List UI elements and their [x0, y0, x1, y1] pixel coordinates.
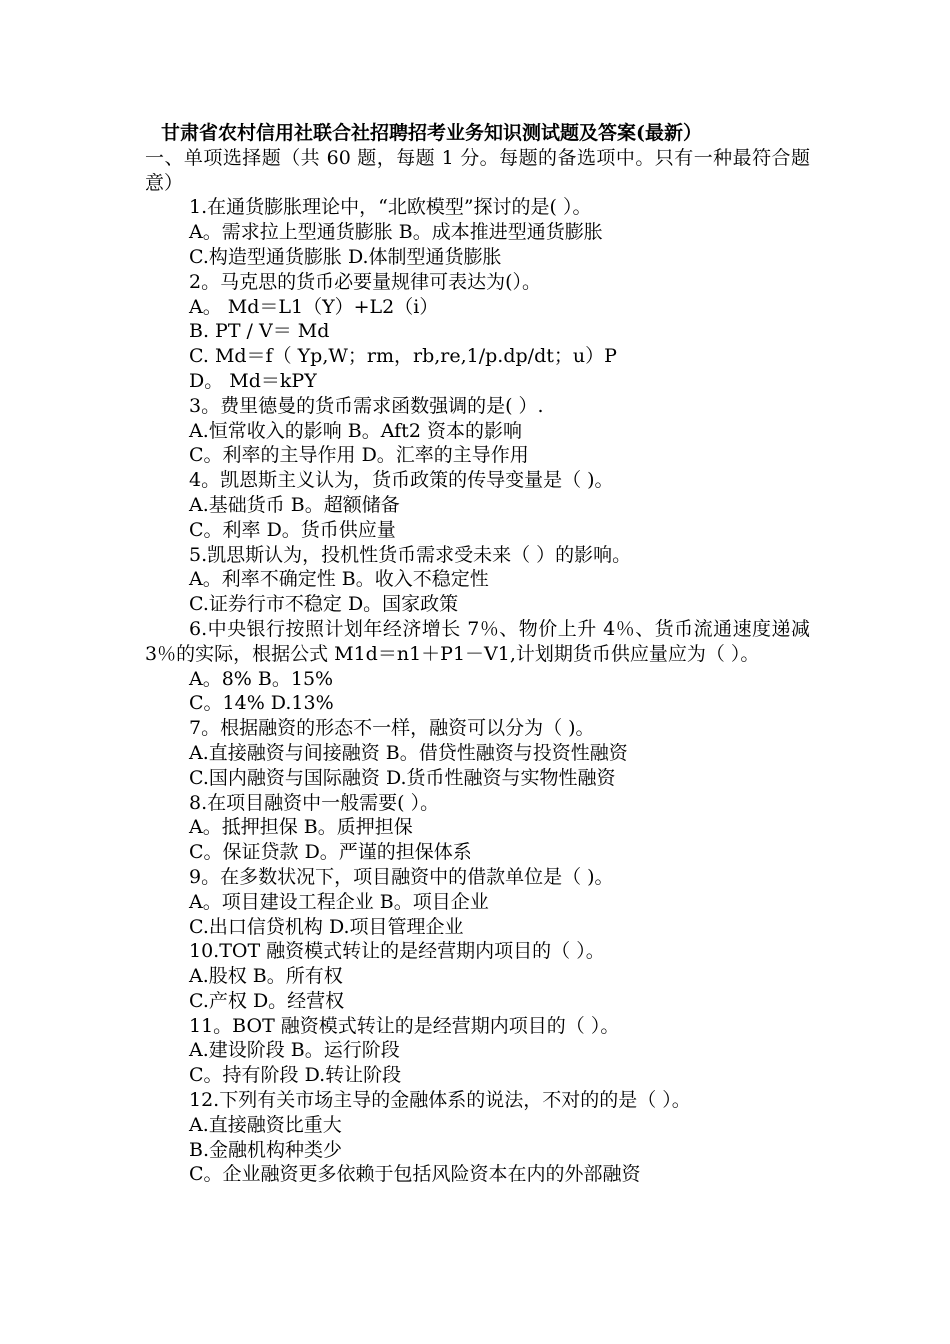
question-option: A.直接融资比重大: [189, 1113, 342, 1136]
question-option: C.国内融资与国际融资 D.货币性融资与实物性融资: [189, 766, 616, 789]
question-option: C.证券行市不稳定 D。国家政策: [189, 593, 459, 616]
question-list: [145, 195, 810, 1187]
question-option: C。持有阶段 D.转让阶段: [189, 1064, 402, 1087]
question-text: 2。马克思的货币必要量规律可表达为(）。: [189, 270, 542, 293]
question-text: 4。凯恩斯主义认为，货币政策的传导变量是（ )。: [189, 469, 614, 492]
question-option: C.出口信贷机构 D.项目管理企业: [189, 915, 464, 938]
question-option: C。利率 D。货币供应量: [189, 518, 396, 541]
question-option: C. Md＝f（ Yp,W；rm，rb,re,1/p.dp/dt；u）P: [189, 345, 617, 368]
question-text: 5.凯思斯认为，投机性货币需求受未来（ ）的影响。: [189, 543, 632, 566]
question-option: C。保证贷款 D。严谨的担保体系: [189, 841, 472, 864]
question-text: 6.中央银行按照计划年经济增长 7％、物价上升 4％、货币流通速度递减 3％的实际，根据公式 M1d＝n1＋P1－V1,计划期货币供应量应为（ ）。: [145, 617, 810, 665]
question-option: B. PT / V＝ Md: [189, 320, 330, 343]
question-option: A.基础货币 B。超额储备: [189, 493, 400, 516]
question-option: B.金融机构种类少: [189, 1138, 343, 1161]
question-option: A.建设阶段 B。运行阶段: [189, 1039, 400, 1062]
question-option: A。8% B。15%: [189, 667, 334, 690]
question-option: A。项目建设工程企业 B。项目企业: [189, 890, 489, 913]
question-option: C.构造型通货膨胀 D.体制型通货膨胀: [189, 245, 502, 268]
question-text: 1.在通货膨胀理论中，“北欧模型”探讨的是( ）。: [189, 196, 592, 219]
section-heading: 一、单项选择题（共 60 题，每题 1 分。每题的备选项中。只有一种最符合题意）: [145, 146, 810, 194]
question-text: 7。根据融资的形态不一样，融资可以分为（ )。: [189, 717, 595, 740]
question-option: A.直接融资与间接融资 B。借贷性融资与投资性融资: [189, 741, 628, 764]
question-option: A。 Md＝L1（Y）+L2（i）: [189, 295, 439, 318]
question-text: 8.在项目融资中一般需要( ）。: [189, 791, 440, 814]
question-text: 12.下列有关市场主导的金融体系的说法，不对的的是（ ）。: [189, 1089, 691, 1112]
question-option: A.股权 B。所有权: [189, 965, 343, 988]
question-option: C。14% D.13%: [189, 692, 334, 715]
question-option: C。利率的主导作用 D。汇率的主导作用: [189, 444, 529, 467]
document-title: 甘肃省农村信用社联合社招聘招考业务知识测试题及答案(最新）: [161, 122, 702, 144]
question-text: 3。费里德曼的货币需求函数强调的是( ）.: [189, 394, 544, 417]
question-option: D。 Md＝kPY: [189, 369, 317, 392]
question-text: 10.TOT 融资模式转让的是经营期内项目的（ ）。: [189, 940, 605, 963]
question-option: C。企业融资更多依赖于包括风险资本在内的外部融资: [189, 1163, 641, 1186]
question-option: A.恒常收入的影响 B。Aft2 资本的影响: [189, 419, 522, 442]
question-text: 11。BOT 融资模式转让的是经营期内项目的（ ）。: [189, 1014, 620, 1037]
question-option: C.产权 D。经营权: [189, 989, 345, 1012]
question-text: 9。在多数状况下，项目融资中的借款单位是（ )。: [189, 865, 614, 888]
question-option: A。需求拉上型通货膨胀 B。成本推进型通货膨胀: [189, 221, 603, 244]
question-option: A。利率不确定性 B。收入不稳定性: [189, 568, 489, 591]
document-page: [145, 121, 810, 1187]
question-option: A。抵押担保 B。质押担保: [189, 816, 413, 839]
